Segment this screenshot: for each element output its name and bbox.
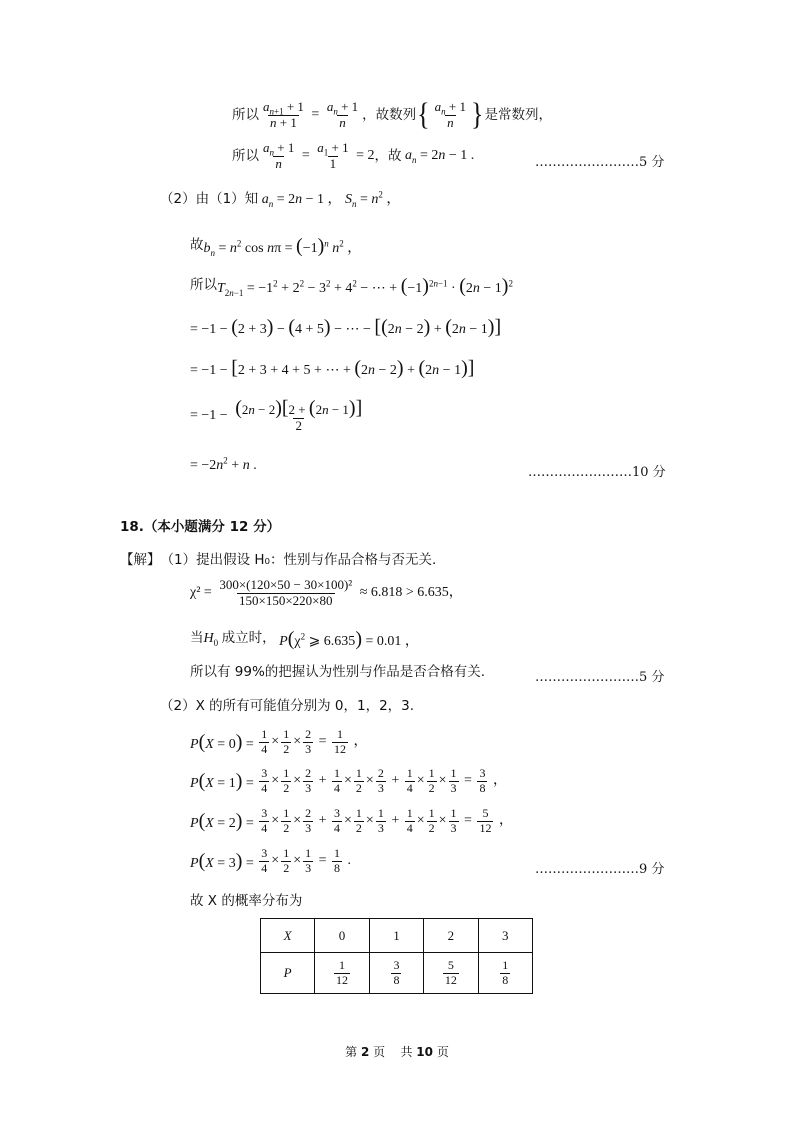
q17-step-2: = −1 − [2 + 3 + 4 + 5 + ⋯ + (2n − 2) + (2n − 1)] [190, 357, 475, 379]
prob-x2: P(X = 2) = $\frac{3}{4}$ × $\frac{1}{2}$ × $\frac{2}{3}$ + $\frac{3}{4}$ × $\frac{1}{2}$ × $\frac{1}{3}$ + $\frac{1}{4}$ × $\frac{1}{2}$ × $\frac{1}{3}$ = $\frac{5}{12}$ ， [190, 806, 513, 835]
q18-when-line: 当 $H_0$ 成立时， $P(\chi^2$ ⩾ 6.635) = 0.01 ， [190, 628, 419, 650]
fraction: $\frac{a_n + 1}{n}$ [434, 99, 466, 130]
table-cell: $\frac{1}{12}$ [315, 953, 369, 994]
page-footer: 第 2 页 共 10 页 [345, 1045, 449, 1059]
q17-part2: （2）由（1）知 $a_n = 2n - 1$ ， $S_n = n^2$ ， [160, 189, 401, 209]
q17-line-b: 故 $b_n = n^2$ $\cos n\pi = (-1)^n$ $n^2$ ， [190, 235, 362, 258]
table-cell: P [261, 953, 315, 994]
fraction: $\frac{a_n + 1}{n}$ [263, 140, 295, 171]
q17-step-3: = −1 − $\frac{(2n - 2)[2 + (2n - 1)]}{2}$ [190, 397, 363, 433]
fraction: $\frac{a_n + 1}{n}$ [326, 99, 359, 130]
q17-line-2: 所以 $\frac{a_n + 1}{n}$ = $\frac{a_1 + 1}{1}$ = 2 ，故 $a_n = 2n - 1$ . [232, 140, 475, 171]
table-cell: 2 [424, 919, 478, 953]
table-cell: $\frac{1}{8}$ [478, 953, 532, 994]
q18-part2: （2）X 的所有可能值分别为 0，1，2，3. [160, 698, 415, 714]
table-cell: X [261, 919, 315, 953]
score-mark: ……………………5 分 [535, 155, 665, 170]
prob-x0: P(X = 0) = $\frac{1}{4}$ × $\frac{1}{2}$ × $\frac{2}{3}$ = $\frac{1}{12}$ ， [190, 727, 368, 756]
question-title: 18.（本小题满分 12 分） [120, 519, 281, 535]
fraction: $\frac{a_{n+1} + 1}{n + 1}$ [263, 99, 304, 130]
q17-step-4: = $-2n^2 + n$ . [190, 455, 257, 473]
score-mark: ……………………10 分 [528, 465, 666, 480]
score-mark: ……………………5 分 [535, 670, 665, 685]
table-row [261, 919, 533, 953]
q17-line-T: 所以 $T_{2n-1} = -1^2 + 2^2 - 3^2 + 4^2$ − ⋯ + $(-1)^{2n-1} \cdot (2n - 1)^2$ [190, 275, 513, 298]
table-cell: 3 [478, 919, 532, 953]
prob-x3: P(X = 3) = $\frac{3}{4}$ × $\frac{1}{2}$ × $\frac{1}{3}$ = $\frac{1}{8}$ . [190, 846, 351, 875]
table-row [261, 953, 533, 994]
q17-step-1: = −1 − (2 + 3) − (4 + 5) − ⋯ − [(2n − 2) + (2n − 1)] [190, 316, 502, 338]
chi-square-formula: χ² = $\frac{\text{300×(120×50 − 30×100)²}}{150\times 150\times 220\times 80}$ ≈ 6.818 > 6.635， [190, 577, 463, 608]
fraction: $\frac{\text{300×(120×50 − 30×100)²}}{150\times 150\times 220\times 80}$ [219, 577, 353, 608]
dist-intro: 故 X 的概率分布为 [190, 893, 303, 909]
table-cell: $\frac{3}{8}$ [369, 953, 423, 994]
fraction: $\frac{(2n - 2)[2 + (2n - 1)]}{2}$ [235, 397, 363, 433]
q18-conclusion: 所以有 99%的把握认为性别与作品是否合格有关. [190, 664, 486, 680]
table-cell: 1 [369, 919, 423, 953]
q18-part1: 【解】 （1）提出假设 H₀：性别与作品合格与否无关. [120, 552, 437, 568]
fraction: $\frac{a_1 + 1}{1}$ [317, 140, 349, 171]
table-cell: $\frac{5}{12}$ [424, 953, 478, 994]
table-cell: 0 [315, 919, 369, 953]
prob-x1: P(X = 1) = $\frac{3}{4}$ × $\frac{1}{2}$ × $\frac{2}{3}$ + $\frac{1}{4}$ × $\frac{1}{2}$ × $\frac{2}{3}$ + $\frac{1}{4}$ × $\frac{1}{2}$ × $\frac{1}{3}$ = $\frac{3}{8}$ ， [190, 766, 507, 795]
probability-distribution-table [260, 918, 533, 994]
score-mark: ……………………9 分 [535, 862, 665, 877]
q17-line-1: 所以 $\frac{a_{n+1} + 1}{n + 1}$ = $\frac{a_n + 1}{n}$ ，故数列 { $\frac{a_n + 1}{n}$ } 是常数列， [232, 97, 552, 133]
